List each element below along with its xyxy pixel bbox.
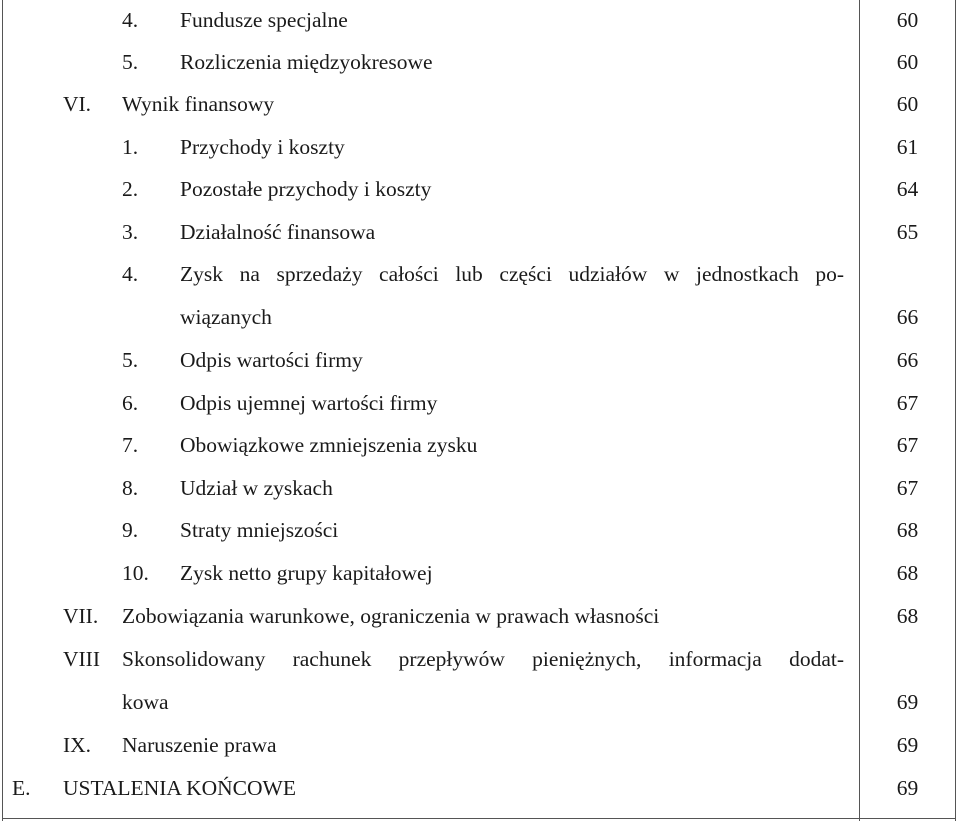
entry-title: Straty mniejszości — [180, 518, 339, 542]
entry-title: USTALENIA KOŃCOWE — [63, 776, 296, 800]
entry-title: Rozliczenia międzyokresowe — [180, 50, 433, 74]
entry-title: Zysk na sprzedaży całości lub części udziałów w jednostkach po- — [180, 262, 844, 286]
entry-number: 3. — [122, 220, 139, 244]
entry-title: Naruszenie prawa — [122, 733, 277, 757]
toc-row — [0, 383, 960, 423]
entry-page: 69 — [896, 776, 919, 800]
entry-number: 5. — [122, 50, 139, 74]
entry-title: Działalność finansowa — [180, 220, 376, 244]
entry-title: Skonsolidowany rachunek przepływów pieniężnych, informacja dodat- — [122, 647, 844, 671]
entry-page: 69 — [896, 690, 919, 714]
toc-row — [0, 42, 960, 82]
entry-title: Odpis ujemnej wartości firmy — [180, 391, 438, 415]
entry-page: 69 — [896, 733, 919, 757]
entry-number: 4. — [122, 8, 139, 32]
entry-number: 4. — [122, 262, 139, 286]
toc-row — [0, 340, 960, 380]
toc-row — [0, 169, 960, 209]
entry-number: 9. — [122, 518, 139, 542]
entry-page: 64 — [896, 177, 919, 201]
entry-title: Obowiązkowe zmniejszenia zysku — [180, 433, 478, 457]
entry-title: Zysk netto grupy kapitałowej — [180, 561, 433, 585]
table-border-bottom — [2, 818, 956, 819]
entry-number: VIII — [63, 647, 101, 671]
entry-number: 10. — [122, 561, 149, 585]
entry-page: 60 — [896, 8, 919, 32]
entry-title: Zobowiązania warunkowe, ograniczenia w prawach własności — [122, 604, 660, 628]
toc-row — [0, 84, 960, 124]
entry-page: 68 — [896, 604, 919, 628]
entry-title: kowa — [122, 690, 169, 714]
entry-page: 65 — [896, 220, 919, 244]
toc-row — [0, 768, 960, 808]
entry-number: 6. — [122, 391, 139, 415]
toc-row — [0, 468, 960, 508]
entry-page: 68 — [896, 561, 919, 585]
entry-page: 67 — [896, 391, 919, 415]
toc-row — [0, 596, 960, 636]
toc-row — [0, 212, 960, 252]
toc-row — [0, 254, 960, 294]
entry-page: 66 — [896, 305, 919, 329]
entry-title: Przychody i koszty — [180, 135, 345, 159]
entry-number: 2. — [122, 177, 139, 201]
entry-title: Fundusze specjalne — [180, 8, 348, 32]
entry-title: Wynik finansowy — [122, 92, 275, 116]
entry-page: 67 — [896, 433, 919, 457]
entry-title: wiązanych — [180, 305, 272, 329]
entry-title: Pozostałe przychody i koszty — [180, 177, 432, 201]
entry-page: 60 — [896, 92, 919, 116]
entry-page: 61 — [896, 135, 919, 159]
entry-page: 66 — [896, 348, 919, 372]
toc-row — [0, 682, 960, 722]
entry-number: 7. — [122, 433, 139, 457]
entry-number: 1. — [122, 135, 139, 159]
toc-row — [0, 127, 960, 167]
toc-row — [0, 0, 960, 40]
entry-page: 68 — [896, 518, 919, 542]
toc-row — [0, 725, 960, 765]
entry-number: E. — [12, 776, 31, 800]
toc-row — [0, 553, 960, 593]
entry-number: IX. — [63, 733, 92, 757]
entry-number: 8. — [122, 476, 139, 500]
toc-row — [0, 425, 960, 465]
entry-page: 60 — [896, 50, 919, 74]
entry-title: Odpis wartości firmy — [180, 348, 363, 372]
entry-number: VI. — [63, 92, 92, 116]
toc-row — [0, 297, 960, 337]
toc-row — [0, 510, 960, 550]
entry-number: 5. — [122, 348, 139, 372]
entry-page: 67 — [896, 476, 919, 500]
toc-row — [0, 639, 960, 679]
entry-number: VII. — [63, 604, 99, 628]
entry-title: Udział w zyskach — [180, 476, 333, 500]
